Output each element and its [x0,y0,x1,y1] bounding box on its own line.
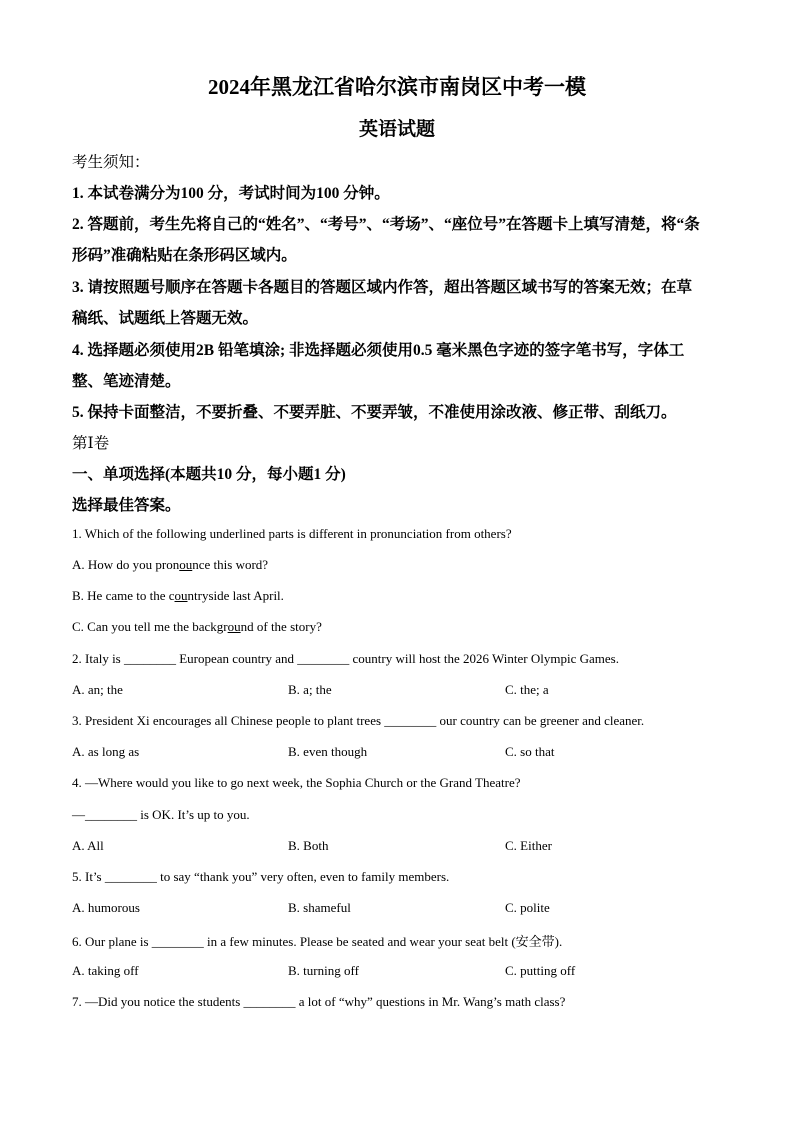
question-5-stem: 5. It’s ________ to say “thank you” very often, even to family members. [72,869,450,884]
question-4-response: —________ is OK. It’s up to you. [72,807,250,822]
question-3-stem: 3. President Xi encourages all Chinese people to plant trees ________ our country can be greener and cleaner. [72,713,645,728]
notice-item-3-line1: 3. 请按照题号顺序在答题卡各题目的答题区域内作答，超出答题区域书写的答案无效；在草 [72,279,693,296]
part-instruction: 选择最佳答案。 [72,497,181,514]
notice-item-1: 1. 本试卷满分为100 分，考试时间为100 分钟。 [72,185,390,202]
option-text: B. He came to the c [72,588,175,603]
question-6-stem: 6. Our plane is ________ in a few minutes. Please be seated and wear your seat belt (安全带). [72,934,563,949]
question-3-option-b: B. even though [288,744,368,759]
notice-heading: 考生须知： [72,154,150,171]
question-4-option-a: A. All [72,838,104,853]
question-3-option-a: A. as long as [72,744,140,759]
underlined-part: ou [227,619,241,634]
option-text: ntryside last April. [187,588,284,603]
question-3-option-c: C. so that [505,744,555,759]
volume-label: 第Ⅰ卷 [72,435,110,452]
question-1-stem: 1. Which of the following underlined parts is different in pronunciation from others? [72,526,512,541]
notice-item-4-line2: 整、笔迹清楚。 [72,373,181,390]
underlined-part: ou [179,557,193,572]
question-2-option-b: B. a; the [288,682,332,697]
page-title: 2024年黑龙江省哈尔滨市南岗区中考一模 [208,75,586,99]
question-4-option-c: C. Either [505,838,552,853]
notice-item-5: 5. 保持卡面整洁，不要折叠、不要弄脏、不要弄皱，不准使用涂改液、修正带、刮纸刀。 [72,404,677,421]
option-text: nce this word? [192,557,269,572]
question-2-stem: 2. Italy is ________ European country and ________ country will host the 2026 Winter Olympic Games. [72,651,619,666]
question-1-option-a [72,557,268,573]
question-4-stem: 4. —Where would you like to go next week, the Sophia Church or the Grand Theatre? [72,775,521,790]
notice-item-4-line1: 4. 选择题必须使用2B 铅笔填涂; 非选择题必须使用0.5 毫米黑色字迹的签字笔书写，字体工 [72,342,685,359]
question-4-option-b: B. Both [288,838,329,853]
notice-item-2-line2: 形码”准确粘贴在条形码区域内。 [72,247,297,264]
underlined-part: ou [174,588,188,603]
part-heading: 一、单项选择(本题共10 分，每小题1 分) [72,466,346,483]
notice-item-2-line1: 2. 答题前，考生先将自己的“姓名”、“考号”、“考场”、“座位号”在答题卡上填写清楚，将“条 [72,216,700,233]
question-6-option-a: A. taking off [72,963,139,978]
question-5-option-b: B. shameful [288,900,351,915]
question-6-option-c: C. putting off [505,963,576,978]
question-2-option-c: C. the; a [505,682,549,697]
option-text: C. Can you tell me the backgr [72,619,228,634]
question-7-stem: 7. —Did you notice the students ________ a lot of “why” questions in Mr. Wang’s math class? [72,994,566,1009]
option-text: A. How do you pron [72,557,180,572]
notice-item-3-line2: 稿纸、试题纸上答题无效。 [72,310,259,327]
question-1-option-c [72,619,322,635]
option-text: nd of the story? [240,619,322,634]
question-5-option-a: A. humorous [72,900,140,915]
question-1-option-b [72,588,284,604]
page-subtitle: 英语试题 [358,119,435,140]
question-5-option-c: C. polite [505,900,550,915]
question-2-option-a: A. an; the [72,682,123,697]
question-6-option-b: B. turning off [288,963,359,978]
